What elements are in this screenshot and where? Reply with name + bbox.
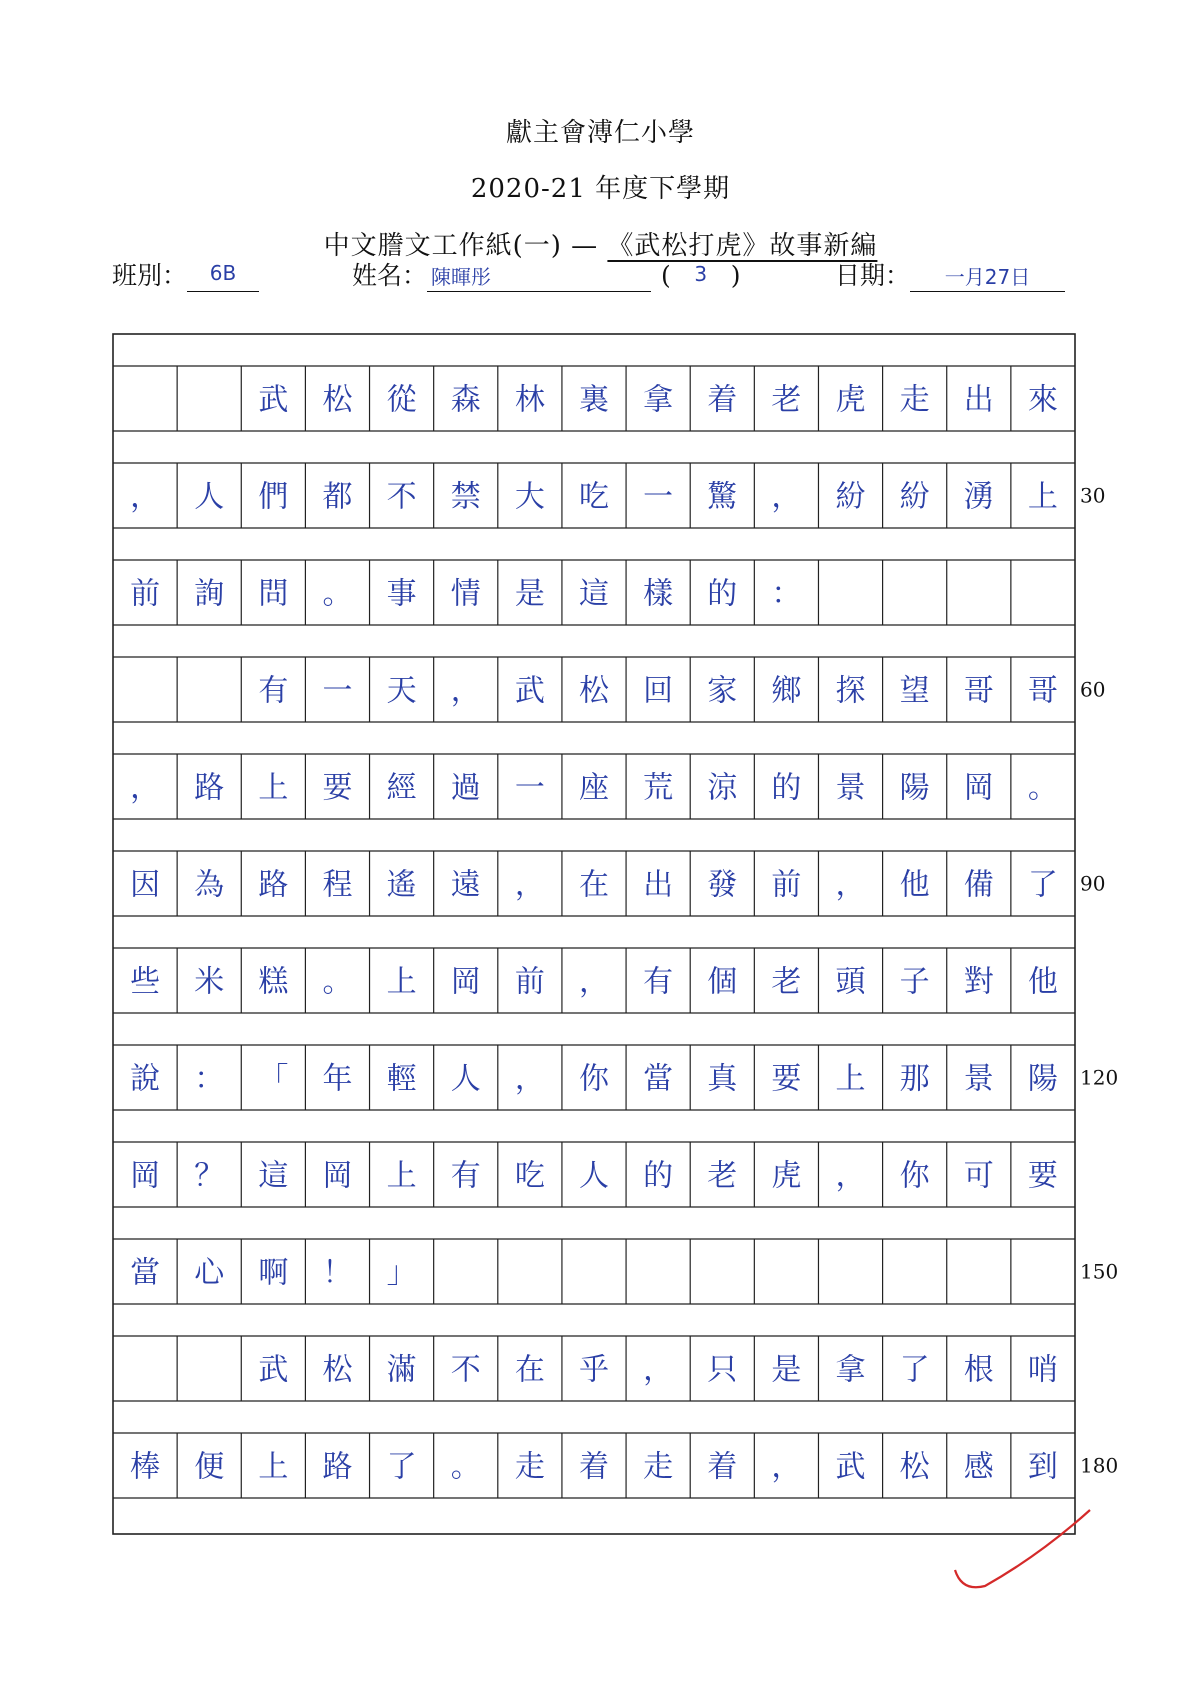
grid-char: 老	[707, 1158, 738, 1194]
grid-char: ，	[643, 1352, 674, 1388]
grid-char: 是	[771, 1352, 802, 1388]
grid-char: 們	[258, 479, 289, 515]
grid-char: 便	[194, 1449, 225, 1485]
grid-char: ，	[835, 867, 866, 903]
grid-char: 說	[130, 1061, 161, 1097]
grid-char: 虎	[771, 1158, 802, 1194]
grid-char: 着	[707, 1449, 738, 1485]
grid-char: ！	[322, 1255, 353, 1291]
grid-char: 湧	[963, 479, 994, 515]
grid-char: ：	[194, 1061, 225, 1097]
grid-char: 對	[963, 964, 994, 1000]
grid-char: 武	[514, 673, 545, 709]
grid-char: ，	[835, 1158, 866, 1194]
grid-char: ，	[514, 1061, 545, 1097]
grid-char: ？	[194, 1158, 225, 1194]
grid-char: 家	[707, 673, 738, 709]
grid-char: 的	[707, 576, 738, 612]
grid-char: 發	[707, 867, 738, 903]
grid-char: 從	[386, 382, 417, 418]
grid-char: ，	[579, 964, 609, 1000]
grid-char: 禁	[450, 479, 481, 515]
grid-char: 走	[643, 1449, 674, 1485]
grid-char: 樣	[643, 576, 674, 612]
grid-char: 程	[322, 867, 353, 903]
grid-char: 可	[963, 1158, 994, 1194]
grid-char: 岡	[130, 1158, 161, 1194]
check-mark-icon	[955, 1510, 1090, 1587]
grid-char: 啊	[258, 1255, 289, 1291]
grid-char: 老	[771, 964, 802, 1000]
grid-char: 在	[579, 867, 609, 903]
grid-char: 滿	[386, 1352, 417, 1388]
school-name: 獻主會溥仁小學	[505, 118, 695, 148]
grid-char: 的	[643, 1158, 674, 1194]
grid-char: 到	[1027, 1449, 1058, 1485]
grid-char: 上	[386, 1158, 417, 1194]
grid-char: 紛	[899, 479, 930, 515]
grid-char: 人	[450, 1061, 481, 1097]
grid-char: 子	[899, 964, 930, 1000]
grid-char: 只	[707, 1352, 738, 1388]
grid-char: 有	[450, 1158, 481, 1194]
class-number-value[interactable]: 3	[694, 262, 708, 286]
grid-char: 着	[579, 1449, 609, 1485]
grid-char: 當	[130, 1255, 161, 1291]
grid-char: 陽	[899, 770, 930, 806]
grid-char: 在	[514, 1352, 545, 1388]
grid-char: 荒	[643, 770, 674, 806]
grid-char: 出	[643, 867, 674, 903]
grid-char: 紛	[835, 479, 866, 515]
class-label: 班別：	[112, 261, 188, 290]
grid-char: 路	[258, 867, 289, 903]
grid-char: ，	[130, 479, 161, 515]
worksheet-prefix: 中文謄文工作紙(一) —	[323, 231, 608, 261]
char-count-marker: 120	[1080, 1065, 1119, 1090]
grid-char: 老	[771, 382, 802, 418]
grid-char: 因	[130, 867, 161, 903]
grid-char: 要	[771, 1061, 802, 1097]
grid-char: 過	[450, 770, 481, 806]
grid-char: 當	[643, 1061, 674, 1097]
grid-char: 陽	[1027, 1061, 1058, 1097]
grid-char: 着	[707, 382, 738, 418]
grid-char: 輕	[386, 1061, 417, 1097]
grid-char: 」	[386, 1255, 417, 1291]
grid-char: 糕	[258, 964, 289, 1000]
grid-char: 要	[322, 770, 353, 806]
grid-char: 松	[322, 382, 353, 418]
grid-char: 裏	[579, 382, 609, 418]
grid-char: 拿	[643, 382, 674, 418]
worksheet-subtitle: 《武松打虎》故事新編	[607, 231, 878, 261]
grid-char: 岡	[322, 1158, 353, 1194]
grid-char: 拿	[835, 1352, 866, 1388]
paren-open: (	[660, 261, 671, 290]
grid-char: 上	[258, 1449, 289, 1485]
grid-text	[130, 383, 1118, 1485]
grid-char: 走	[514, 1449, 545, 1485]
grid-char: 有	[643, 964, 674, 1000]
grid-char: 根	[963, 1352, 994, 1388]
grid-char: 上	[835, 1061, 866, 1097]
grid-char: 。	[450, 1449, 481, 1485]
grid-char: 他	[899, 867, 930, 903]
grid-char: 詢	[194, 576, 225, 612]
grid-char: 虎	[835, 382, 866, 418]
grid-char: 備	[963, 867, 994, 903]
grid-char: 不	[386, 479, 417, 515]
name-value[interactable]: 陳暉彤	[427, 261, 651, 292]
grid-char: 遠	[450, 867, 481, 903]
grid-char: 景	[835, 770, 866, 806]
term-title: 2020-21 年度下學期	[470, 174, 731, 204]
grid-char: 座	[579, 770, 609, 806]
grid-char: 松	[579, 673, 609, 709]
char-count-marker: 30	[1080, 483, 1106, 508]
grid-char: 感	[963, 1449, 994, 1485]
grid-char: 回	[643, 673, 674, 709]
grid-char: 個	[707, 964, 738, 1000]
char-count-marker: 150	[1080, 1259, 1119, 1284]
grid-char: 。	[1027, 770, 1058, 806]
grid-char: 事	[386, 576, 417, 612]
grid-char: 米	[194, 964, 225, 1000]
grid-char: ，	[771, 479, 802, 515]
grid-char: ：	[771, 576, 802, 612]
grid-char: 哥	[963, 673, 994, 709]
grid-char: 景	[963, 1061, 994, 1097]
grid-char: 。	[322, 576, 353, 612]
grid-char: 上	[386, 964, 417, 1000]
grid-lines	[113, 366, 1075, 1498]
date-label: 日期：	[835, 261, 911, 290]
grid-char: 這	[579, 576, 609, 612]
grid-char: 天	[386, 673, 417, 709]
char-count-marker: 90	[1080, 871, 1106, 896]
grid-char: 你	[579, 1061, 609, 1097]
grid-char: 松	[899, 1449, 930, 1485]
grid-char: 武	[835, 1449, 866, 1485]
grid-char: 哥	[1027, 673, 1058, 709]
grid-char: 真	[707, 1061, 738, 1097]
paren-close: )	[730, 261, 741, 290]
grid-char: 「	[258, 1061, 289, 1097]
grid-char: 一	[514, 770, 545, 806]
grid-char: 。	[322, 964, 353, 1000]
grid-char: 上	[1027, 479, 1058, 515]
grid-char: 吃	[514, 1158, 545, 1194]
grid-char: 那	[899, 1061, 930, 1097]
grid-char: 涼	[707, 770, 738, 806]
grid-char: 一	[643, 479, 674, 515]
grid-char: 頭	[835, 964, 866, 1000]
grid-char: 的	[771, 770, 802, 806]
grid-char: 情	[450, 576, 481, 612]
grid-char: 探	[835, 673, 866, 709]
grid-char: 前	[771, 867, 802, 903]
grid-char: ，	[514, 867, 545, 903]
grid-char: 森	[450, 382, 481, 418]
grid-char: 岡	[450, 964, 481, 1000]
grid-char: 望	[899, 673, 930, 709]
grid-char: ，	[450, 673, 481, 709]
name-label: 姓名：	[352, 261, 428, 290]
grid-char: 有	[258, 673, 289, 709]
grid-char: 不	[450, 1352, 481, 1388]
grid-char: 是	[514, 576, 545, 612]
grid-char: 你	[899, 1158, 930, 1194]
grid-char: 前	[130, 576, 161, 612]
grid-char: 走	[899, 382, 930, 418]
grid-char: 驚	[707, 479, 738, 515]
grid-char: 大	[514, 479, 545, 515]
grid-char: 這	[258, 1158, 289, 1194]
grid-char: 路	[322, 1449, 353, 1485]
grid-char: 為	[194, 867, 225, 903]
grid-char: 鄉	[771, 673, 802, 709]
grid-char: 人	[194, 479, 225, 515]
grid-char: 岡	[963, 770, 994, 806]
grid-char: 心	[194, 1255, 225, 1291]
date-value[interactable]: 一月27日	[910, 261, 1065, 292]
grid-char: 一	[322, 673, 353, 709]
grid-char: 他	[1027, 964, 1058, 1000]
grid-char: 年	[322, 1061, 353, 1097]
grid-char: 了	[1027, 867, 1058, 903]
grid-char: 松	[322, 1352, 353, 1388]
grid-char: 問	[258, 576, 289, 612]
grid-char: 了	[386, 1449, 417, 1485]
grid-char: 了	[899, 1352, 930, 1388]
grid-char: 棒	[130, 1449, 161, 1485]
grid-char: 些	[130, 964, 161, 1000]
grid-char: 林	[514, 382, 545, 418]
grid-char: 來	[1027, 382, 1058, 418]
grid-char: 吃	[579, 479, 609, 515]
grid-char: 上	[258, 770, 289, 806]
grid-char: 武	[258, 382, 289, 418]
grid-char: 乎	[579, 1352, 609, 1388]
grid-char: 路	[194, 770, 225, 806]
grid-char: 前	[514, 964, 545, 1000]
char-count-marker: 180	[1080, 1453, 1119, 1478]
grid-char: 要	[1027, 1158, 1058, 1194]
grid-char: 遙	[386, 867, 417, 903]
char-count-marker: 60	[1080, 677, 1106, 702]
grid-char: 人	[579, 1158, 609, 1194]
grid-char: 都	[322, 479, 353, 515]
grid-char: ，	[771, 1449, 802, 1485]
grid-char: ，	[130, 770, 161, 806]
class-value[interactable]: 6B	[187, 261, 259, 292]
grid-char: 出	[963, 382, 994, 418]
grid-char: 哨	[1027, 1352, 1058, 1388]
grid-char: 經	[386, 770, 417, 806]
grid-char: 武	[258, 1352, 289, 1388]
